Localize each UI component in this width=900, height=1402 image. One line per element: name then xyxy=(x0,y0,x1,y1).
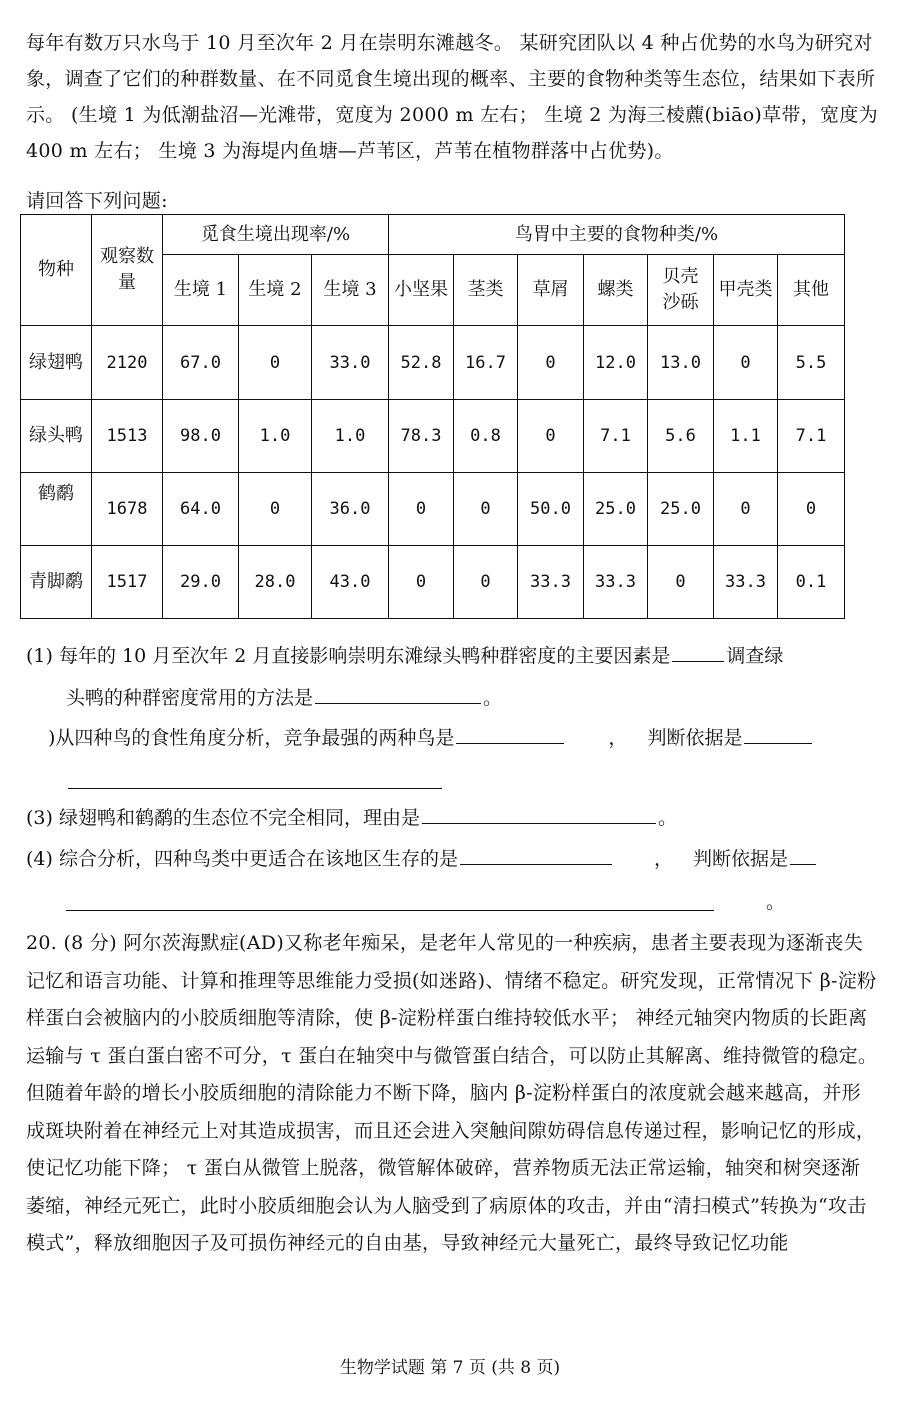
habitat-cell: 67.0 xyxy=(163,326,239,400)
intro-paragraph: 每年有数万只水鸟于 10 月至次年 2 月在崇明东滩越冬。 某研究团队以 4 种占优势的水鸟为研究对象，调查了它们的种群数量、在不同觅食生境出现的概率、主要的食物种类等生态位，结果如下表所示。 (生境 1 为低潮盐沼—光滩带，宽度为 2000 m 左右； 生境 2 为海三棱藨(biāo)草带，宽度为 400 m 左右； 生境 3 为海堤内鱼塘—芦苇区，芦苇在植物群落中占优势)。 xyxy=(26,32,878,162)
question-3-text: (3) 绿翅鸭和鹤鹬的生态位不完全相同，理由是 xyxy=(26,807,420,829)
comma: ， xyxy=(608,727,628,749)
food-cell: 0 xyxy=(714,473,778,546)
species-cell: 鹤鹬 xyxy=(21,473,92,546)
data-table-wrapper xyxy=(20,214,845,619)
habitat-cell: 1.0 xyxy=(312,400,389,473)
header-food-nuts: 小坚果 xyxy=(389,255,454,326)
habitat-cell: 64.0 xyxy=(163,473,239,546)
habitat-cell: 33.0 xyxy=(312,326,389,400)
question-2-line-1 xyxy=(48,720,814,756)
answer-blank-2b[interactable] xyxy=(744,721,812,744)
header-count: 观察数量 xyxy=(92,215,163,326)
food-cell: 7.1 xyxy=(584,400,648,473)
header-food-snails: 螺类 xyxy=(584,255,648,326)
habitat-cell: 98.0 xyxy=(163,400,239,473)
food-cell: 52.8 xyxy=(389,326,454,400)
food-cell: 0 xyxy=(778,473,845,546)
header-habitat-1: 生境 1 xyxy=(163,255,239,326)
header-habitat-group: 觅食生境出现率/% xyxy=(163,215,389,255)
food-cell: 33.3 xyxy=(518,546,584,619)
header-species: 物种 xyxy=(21,215,92,326)
answer-blank-1a[interactable] xyxy=(672,639,724,662)
question-2-basis-label: 判断依据是 xyxy=(647,727,743,749)
food-cell: 0 xyxy=(454,473,518,546)
habitat-cell: 28.0 xyxy=(239,546,312,619)
question-1-text: (1) 每年的 10 月至次年 2 月直接影响崇明东滩绿头鸭种群密度的主要因素是 xyxy=(26,645,671,667)
habitat-cell: 29.0 xyxy=(163,546,239,619)
header-food-crustaceans: 甲壳类 xyxy=(714,255,778,326)
data-table xyxy=(20,214,845,619)
food-cell: 0 xyxy=(714,326,778,400)
species-cell: 绿翅鸭 xyxy=(21,326,92,400)
question-1-continued: 调查绿 xyxy=(726,645,784,667)
food-cell: 0 xyxy=(518,400,584,473)
period: 。 xyxy=(657,807,677,829)
answer-blank-2c[interactable] xyxy=(68,766,442,789)
food-cell: 50.0 xyxy=(518,473,584,546)
food-cell: 5.5 xyxy=(778,326,845,400)
food-cell: 78.3 xyxy=(389,400,454,473)
food-cell: 0.8 xyxy=(454,400,518,473)
question-prompt: 请回答下列问题: xyxy=(26,190,168,212)
question-1-method-text: 头鸭的种群密度常用的方法是 xyxy=(66,687,314,709)
food-cell: 0 xyxy=(389,546,454,619)
question-1-line-2 xyxy=(66,680,502,716)
species-cell: 绿头鸭 xyxy=(21,400,92,473)
food-cell: 16.7 xyxy=(454,326,518,400)
count-cell: 1513 xyxy=(92,400,163,473)
food-cell: 12.0 xyxy=(584,326,648,400)
answer-blank-1b[interactable] xyxy=(315,681,481,704)
question-3-line xyxy=(26,800,677,836)
question-4-end: 。 xyxy=(766,891,786,913)
table-row xyxy=(21,473,845,546)
table-row xyxy=(21,326,845,400)
food-cell: 0 xyxy=(518,326,584,400)
count-cell: 1517 xyxy=(92,546,163,619)
food-cell: 1.1 xyxy=(714,400,778,473)
answer-blank-3[interactable] xyxy=(422,801,656,824)
species-cell: 青脚鹬 xyxy=(21,546,92,619)
food-cell: 33.3 xyxy=(584,546,648,619)
answer-blank-2a[interactable] xyxy=(456,721,564,744)
question-4-basis-label: 判断依据是 xyxy=(692,848,788,870)
header-habitat-2: 生境 2 xyxy=(239,255,312,326)
count-cell: 2120 xyxy=(92,326,163,400)
page-footer: 生物学试题 第 7 页 (共 8 页) xyxy=(339,1358,561,1378)
food-cell: 0 xyxy=(389,473,454,546)
habitat-cell: 36.0 xyxy=(312,473,389,546)
answer-blank-4a[interactable] xyxy=(460,842,612,865)
food-cell: 0 xyxy=(648,546,714,619)
table-row xyxy=(21,546,845,619)
food-cell: 33.3 xyxy=(714,546,778,619)
question-4-text: (4) 综合分析，四种鸟类中更适合在该地区生存的是 xyxy=(26,848,458,870)
question-2-text: )从四种鸟的食性角度分析，竞争最强的两种鸟是 xyxy=(48,727,455,749)
count-cell: 1678 xyxy=(92,473,163,546)
header-food-group: 鸟胃中主要的食物种类/% xyxy=(389,215,845,255)
question-20-paragraph: 20. (8 分) 阿尔茨海默症(AD)又称老年痴呆，是老年人常见的一种疾病，患者主要表现为逐渐丧失记忆和语言功能、计算和推理等思维能力受损(如迷路)、情绪不稳定。研究发现，正常情况下 β-淀粉样蛋白会被脑内的小胶质细胞等清除，使 β-淀粉样蛋白维持较低水平； 神经元轴突内物质的长距离运输与 τ 蛋白蛋白密不可分，τ 蛋白在轴突中与微管蛋白结合，可以防止其解离、维持微管的稳定。但随着年龄的增长小胶质细胞的清除能力不断下降，脑内 β-淀粉样蛋白的浓度就会越来越高，并形成斑块附着在神经元上对其造成损害，而且还会进入突触间隙妨碍信息传递过程，影响记忆的形成，使记忆功能下降； τ 蛋白从微管上脱落，微管解体破碎，营养物质无法正常运输，轴突和树突逐渐萎缩，神经元死亡，此时小胶质细胞会认为人脑受到了病原体的攻击，并由“清扫模式”转换为“攻击模式”，释放细胞因子及可损伤神经元的自由基，导致神经元大量死亡，最终导致记忆功能 xyxy=(26,932,878,1254)
food-cell: 0.1 xyxy=(778,546,845,619)
header-habitat-3: 生境 3 xyxy=(312,255,389,326)
food-cell: 25.0 xyxy=(584,473,648,546)
food-cell: 25.0 xyxy=(648,473,714,546)
food-cell: 7.1 xyxy=(778,400,845,473)
question-1-line-1 xyxy=(26,638,783,674)
comma: ， xyxy=(653,848,673,870)
answer-blank-4b[interactable] xyxy=(790,842,816,865)
header-food-other: 其他 xyxy=(778,255,845,326)
answer-blank-4c[interactable] xyxy=(66,888,714,911)
habitat-cell: 0 xyxy=(239,473,312,546)
period: 。 xyxy=(483,687,503,709)
habitat-cell: 1.0 xyxy=(239,400,312,473)
food-cell: 13.0 xyxy=(648,326,714,400)
header-food-shell-sand: 贝壳沙砾 xyxy=(648,255,714,326)
table-row xyxy=(21,400,845,473)
header-food-grass: 草屑 xyxy=(518,255,584,326)
question-4-line-1 xyxy=(26,841,818,877)
habitat-cell: 0 xyxy=(239,326,312,400)
header-food-stems: 茎类 xyxy=(454,255,518,326)
habitat-cell: 43.0 xyxy=(312,546,389,619)
food-cell: 0 xyxy=(454,546,518,619)
food-cell: 5.6 xyxy=(648,400,714,473)
